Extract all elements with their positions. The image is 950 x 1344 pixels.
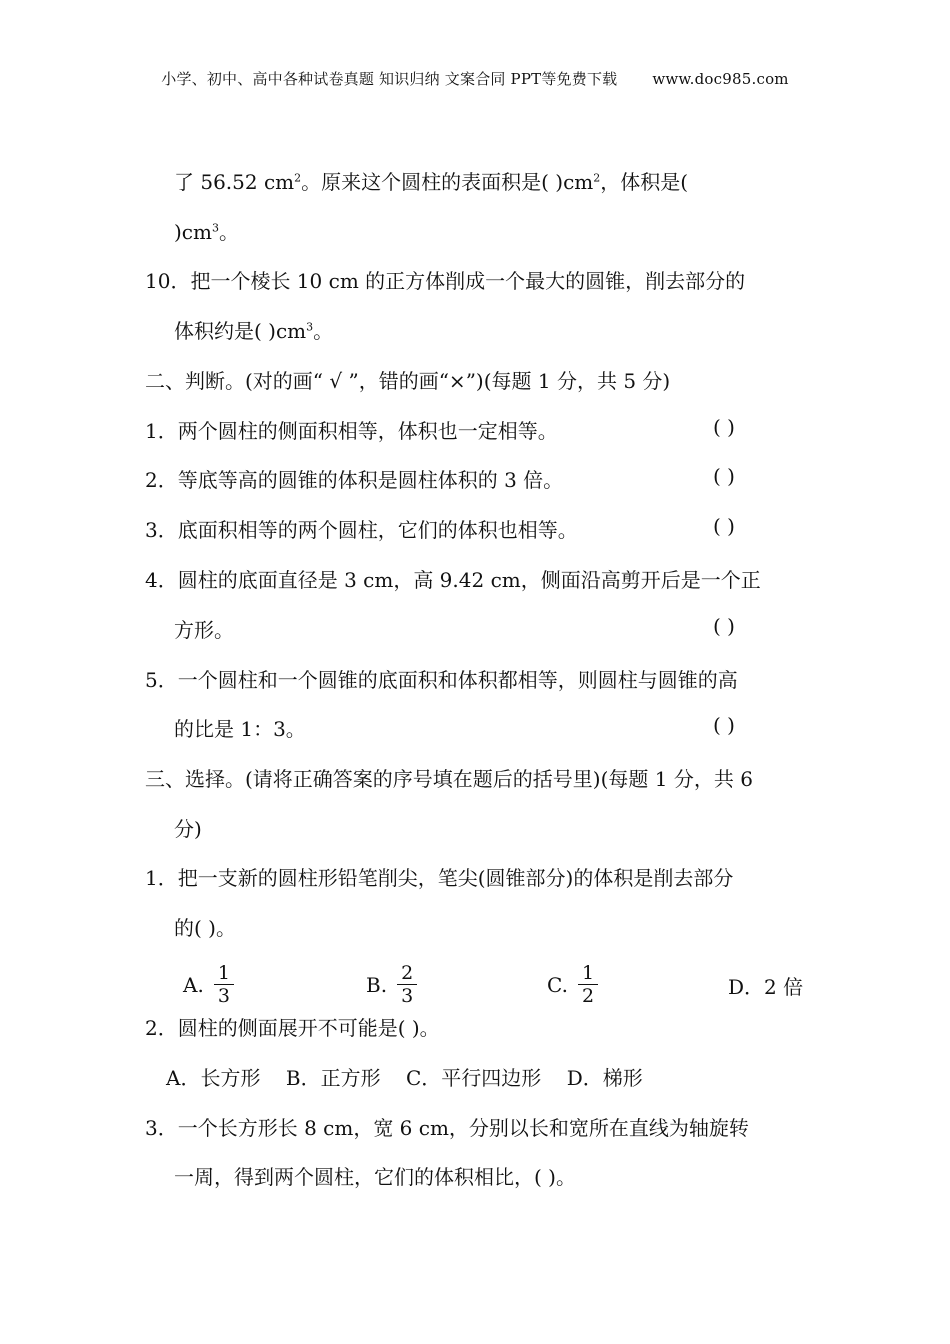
s2-item-5: 5．一个圆柱和一个圆锥的底面积和体积都相等，则圆柱与圆锥的高 bbox=[145, 668, 738, 692]
s2-answer-paren-5: ( ) bbox=[713, 713, 735, 737]
q9-line2: )$cm^3$。 bbox=[174, 220, 239, 244]
s3-q1-option-a: A. $\frac{1}{3}$ bbox=[183, 962, 234, 1007]
header-text: 小学、初中、高中各种试卷真题 知识归纳 文案合同 PPT等免费下载 bbox=[161, 70, 618, 88]
page-header bbox=[0, 68, 950, 89]
q9-line1: 了 56.52 $cm^2$。原来这个圆柱的表面积是( )$cm^2$，体积是( bbox=[174, 170, 689, 194]
s3-q1-option-b: B. $\frac{2}{3}$ bbox=[366, 962, 417, 1007]
s2-item-4-cont: 方形。 bbox=[174, 618, 234, 642]
s2-item-2: 2．等底等高的圆锥的体积是圆柱体积的 3 倍。 bbox=[145, 468, 564, 492]
s3-q1-line2: 的( )。 bbox=[174, 916, 236, 940]
s2-item-1: 1．两个圆柱的侧面积相等，体积也一定相等。 bbox=[145, 419, 558, 443]
section3-title: 三、选择。(请将正确答案的序号填在题后的括号里)(每题 1 分，共 6 bbox=[145, 767, 753, 791]
s2-item-5-cont: 的比是 1：3。 bbox=[174, 717, 306, 741]
s3-q2-options: A．长方形 B．正方形 C．平行四边形 D．梯形 bbox=[166, 1066, 643, 1090]
q10-line2: 体积约是( )$cm^3$。 bbox=[174, 319, 334, 343]
q10-line1: 10．把一个棱长 10 cm 的正方体削成一个最大的圆锥，削去部分的 bbox=[145, 269, 746, 293]
s3-q3-line1: 3．一个长方形长 8 cm，宽 6 cm，分别以长和宽所在直线为轴旋转 bbox=[145, 1116, 749, 1140]
s2-answer-paren-1: ( ) bbox=[713, 415, 735, 439]
s2-answer-paren-2: ( ) bbox=[713, 464, 735, 488]
s3-q1-line1: 1．把一支新的圆柱形铅笔削尖，笔尖(圆锥部分)的体积是削去部分 bbox=[145, 866, 734, 890]
s3-q1-option-c: C. $\frac{1}{2}$ bbox=[547, 962, 598, 1007]
s3-q1-option-d: D．2 倍 bbox=[728, 975, 804, 999]
section2-title: 二、判断。(对的画“ √ ”，错的画“×”)(每题 1 分，共 5 分) bbox=[145, 369, 671, 393]
s2-answer-paren-4: ( ) bbox=[713, 614, 735, 638]
s2-answer-paren-3: ( ) bbox=[713, 514, 735, 538]
section3-title-cont: 分) bbox=[174, 817, 202, 841]
header-site: www.doc985.com bbox=[652, 70, 789, 88]
s3-q3-line2: 一周，得到两个圆柱，它们的体积相比，( )。 bbox=[174, 1165, 576, 1189]
s2-item-4: 4．圆柱的底面直径是 3 cm，高 9.42 cm，侧面沿高剪开后是一个正 bbox=[145, 568, 761, 592]
s3-q2-line1: 2．圆柱的侧面展开不可能是( )。 bbox=[145, 1016, 440, 1040]
s2-item-3: 3．底面积相等的两个圆柱，它们的体积也相等。 bbox=[145, 518, 578, 542]
